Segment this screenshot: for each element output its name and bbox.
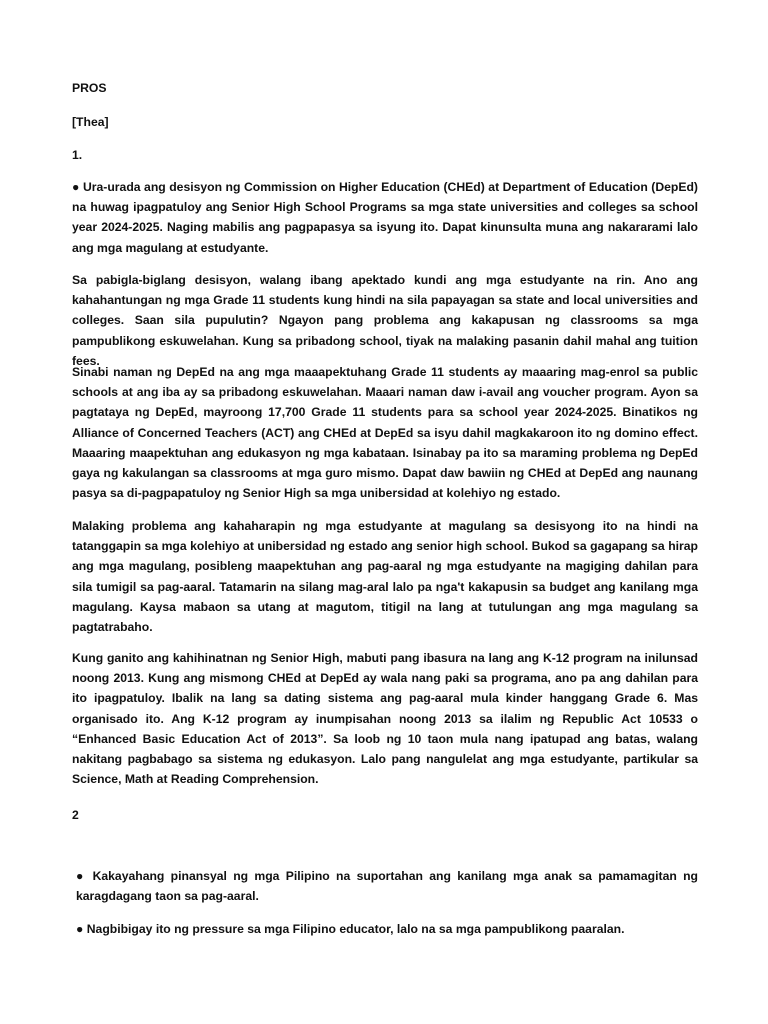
document-heading: PROS [72,81,107,95]
paragraph-4: Malaking problema ang kahaharapin ng mga estudyante at magulang sa desisyong ito na hindi na tatanggapin sa mga kolehiyo at unibersidad ng estado ang senior high school. Bukod sa gagapang sa hirap ang mga magulang, posibleng maapektuhan ang pag-aaral ng mga estudyante na magiging dahilan para sila tumigil sa pag-aaral. Tatamarin na silang mag-aral lalo pa nga't kakapusin sa budget ang kanilang mga magulang. Kaysa mabaon sa utang at magutom, titigil na lang at tutulungan ang mga magulang sa pagtatrabaho. [72,519,698,635]
bullet-item-1: ● Kakayahang pinansyal ng mga Pilipino na suportahan ang kanilang mga anak sa pamamagitan ng karagdagang taon sa pag-aaral. [76,869,698,904]
paragraph-2: Sa pabigla-biglang desisyon, walang ibang apektado kundi ang mga estudyante na rin. Ano ang kahahantungan ng mga Grade 11 students kung hindi na sila papayagan sa state and local universities and colleges. Saan sila pupulutin? Ngayon pang problema ang kakapusan ng classrooms sa mga pampublikong eskuwelahan. Kung sa pribadong school, tiyak na malaking pasanin dahil mahal ang tuition fees. [72,273,698,368]
section-number-1: 1. [72,148,83,162]
section-number-2: 2 [72,808,79,822]
bullet-item-2: ● Nagbibigay ito ng pressure sa mga Filipino educator, lalo na sa mga pampublikong paaralan. [76,922,625,936]
author-tag: [Thea] [72,115,109,129]
paragraph-5: Kung ganito ang kahihinatnan ng Senior High, mabuti pang ibasura na lang ang K-12 program na inilunsad noong 2013. Kung ang mismong CHEd at DepEd ay wala nang paki sa programa, ano pa ang dahilan para ito ipagpatuloy. Ibalik na lang sa dating sistema ang pag-aaral mula kinder hanggang Grade 6. Mas organisado ito. Ang K-12 program ay inumpisahan noong 2013 sa ilalim ng Republic Act 10533 o “Enhanced Basic Education Act of 2013”. Sa loob ng 10 taon mula nang ipatupad ang batas, walang nakitang pagbabago sa sistema ng edukasyon. Lalo pang nangulelat ang mga estudyante, partikular sa Science, Math at Reading Comprehension. [72,651,698,787]
paragraph-1: ● Ura-urada ang desisyon ng Commission on Higher Education (CHEd) at Department of Education (DepEd) na huwag ipagpatuloy ang Senior High School Programs sa mga state universities and colleges sa school year 2024-2025. Naging mabilis ang pagpapasya sa isyung ito. Dapat kinunsulta muna ang nakararami lalo ang mga magulang at estudyante. [72,180,698,255]
paragraph-3: Sinabi naman ng DepEd na ang mga maaapektuhang Grade 11 students ay maaaring mag-enrol sa public schools at ang iba ay sa pribadong eskuwelahan. Maaari naman daw i-avail ang voucher program. Ayon sa pagtataya ng DepEd, mayroong 17,700 Grade 11 students para sa school year 2024-2025. Binatikos ng Alliance of Concerned Teachers (ACT) ang CHEd at DepEd sa isyu dahil magkakaroon ito ng domino effect. Maaaring maapektuhan ang edukasyon ng mga kabataan. Isinabay pa ito sa maraming problema ng DepEd gaya ng kakulangan sa classrooms at mga guro mismo. Dapat daw bawiin ng CHEd at DepEd ang naunang pasya sa di-pagpapatuloy ng Senior High sa mga unibersidad at kolehiyo ng estado. [72,365,698,501]
